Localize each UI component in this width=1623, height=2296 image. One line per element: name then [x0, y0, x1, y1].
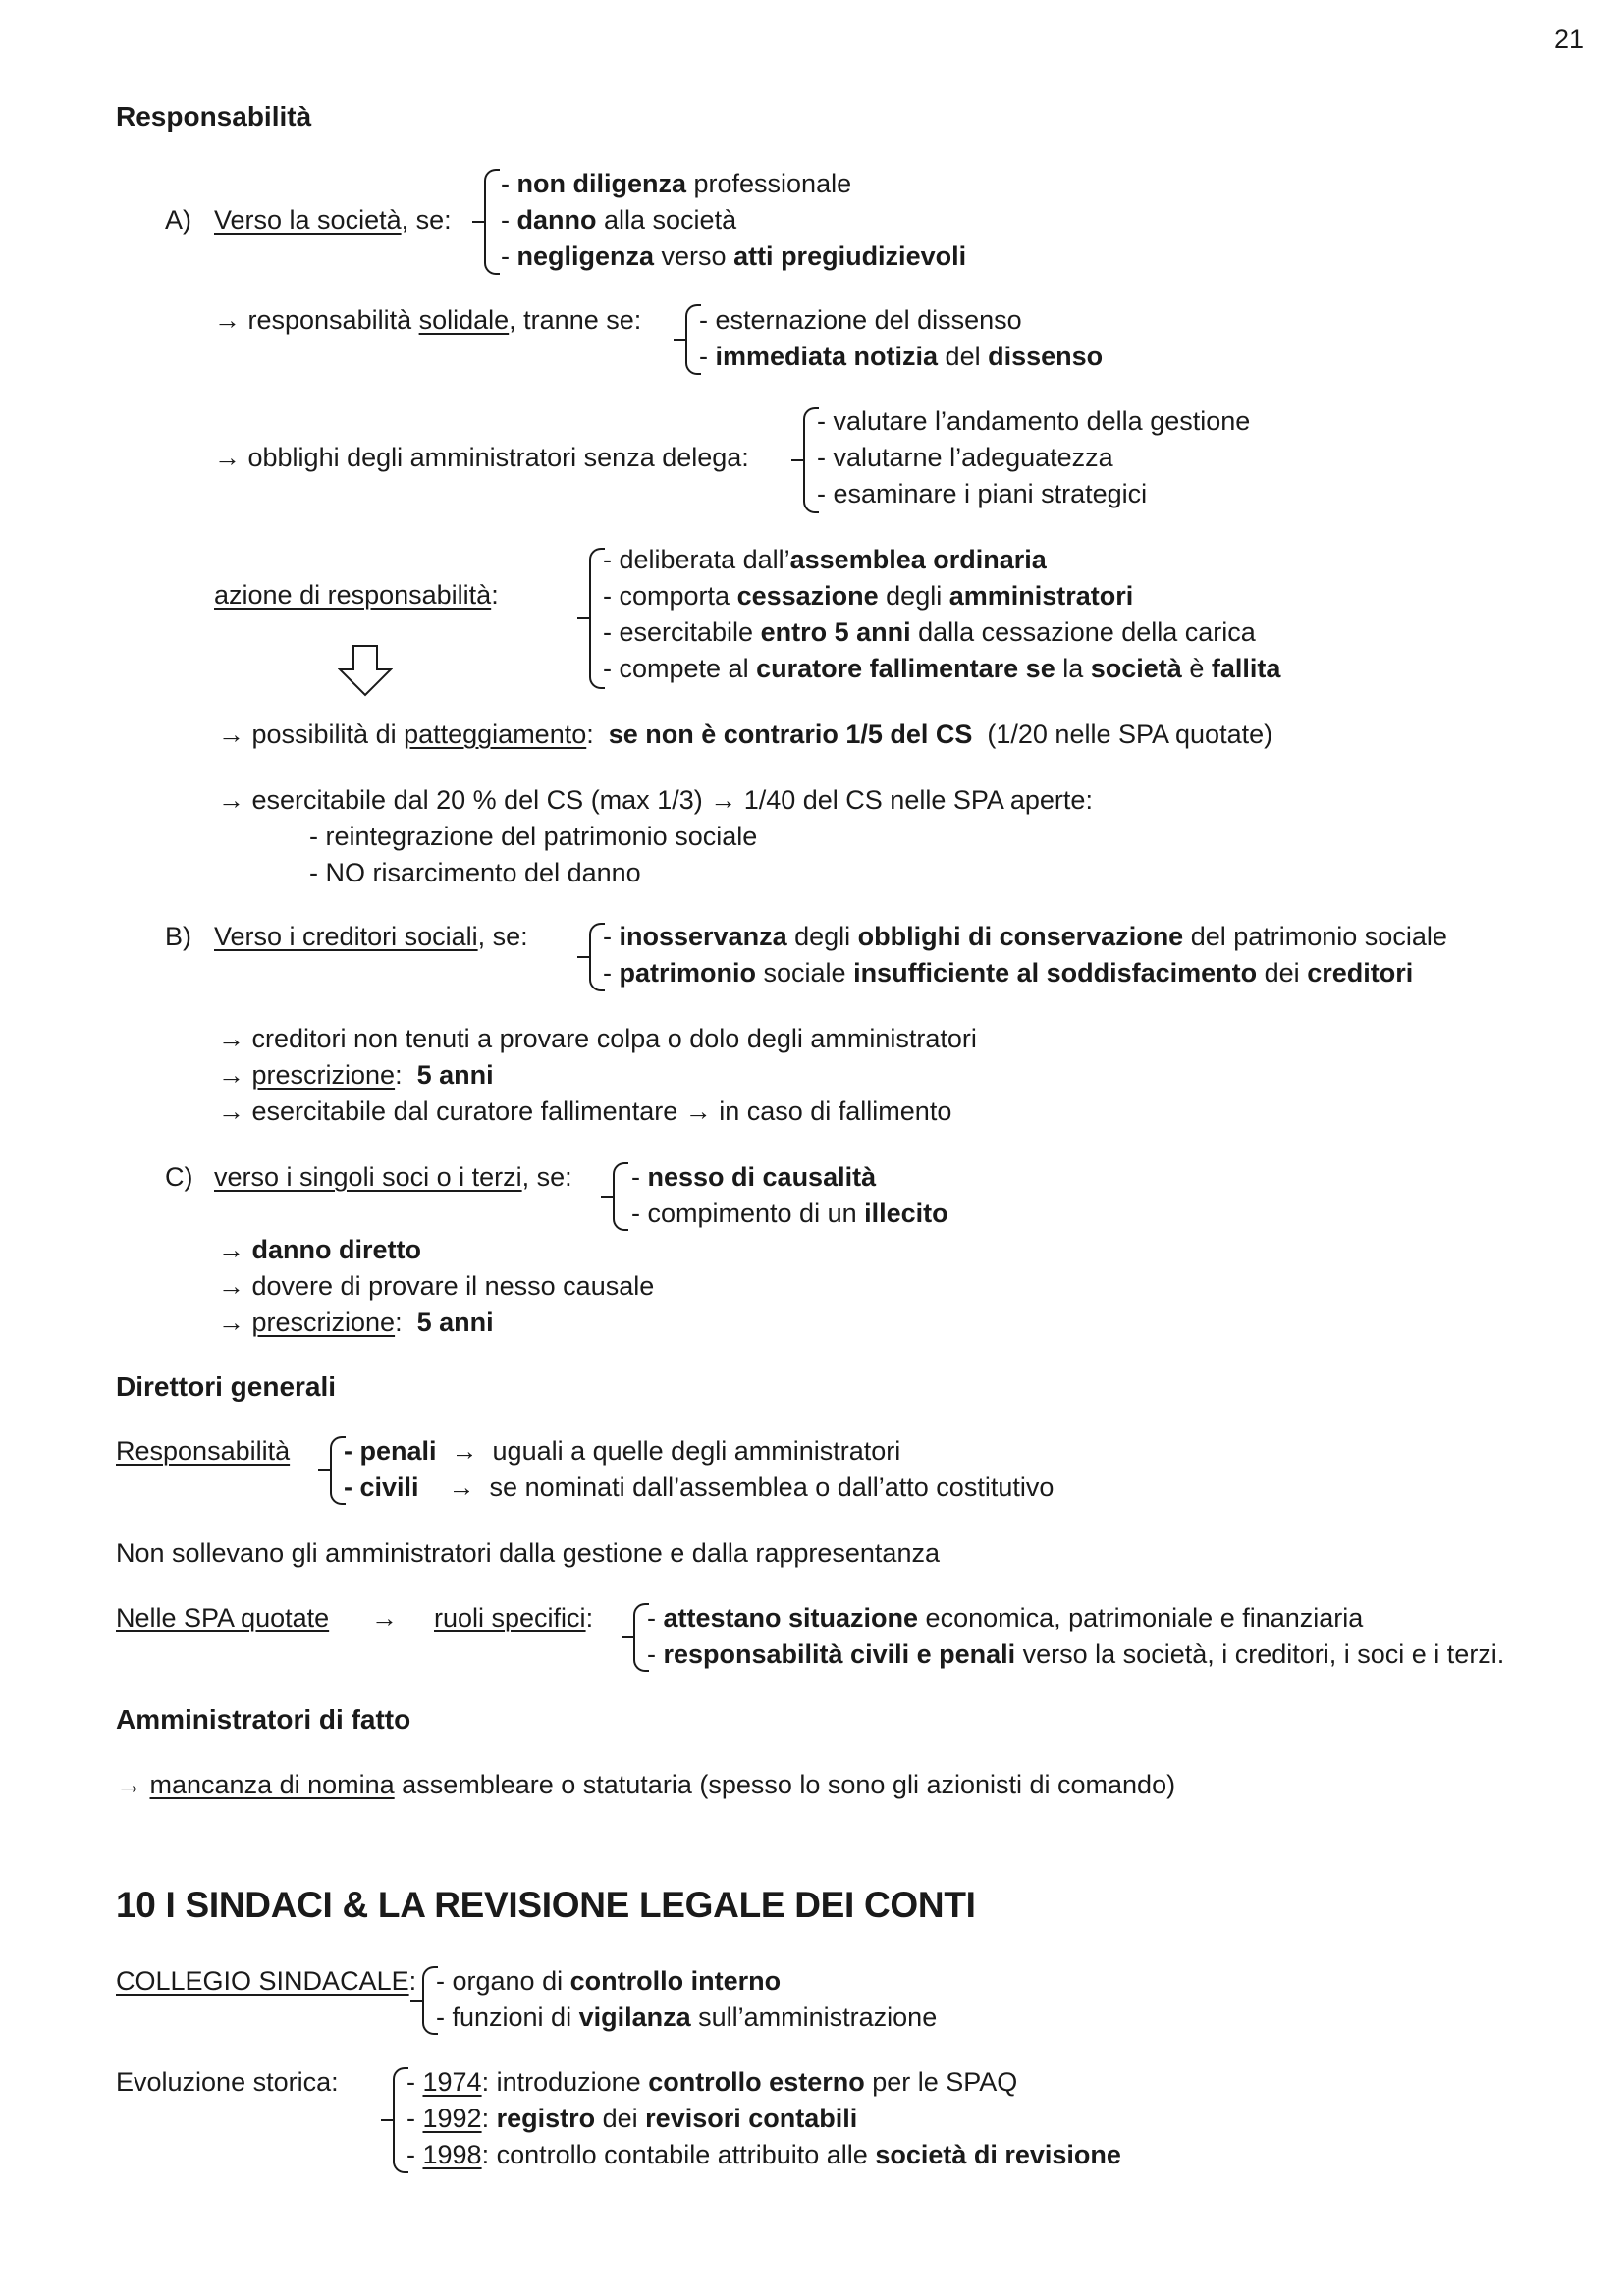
obblighi-item-1: - valutare l’andamento della gestione [817, 406, 1251, 436]
esercitabile-sub-2: - NO risarcimento del danno [309, 858, 641, 887]
azione-item-1: - deliberata dall’assemblea ordinaria [603, 545, 1047, 574]
solidale-item-2: - immediata notizia del dissenso [699, 342, 1104, 371]
dg-note: Non sollevano gli amministratori dalla gestione e dalla rappresentanza [116, 1538, 940, 1568]
b-item-2: - patrimonio sociale insufficiente al soddisfacimento dei creditori [603, 958, 1414, 988]
solidale-line: → responsabilità solidale, tranne se: [214, 305, 642, 335]
a-item-1: - non diligenza professionale [501, 169, 852, 198]
b-line-2: → prescrizione: 5 anni [218, 1060, 494, 1090]
label-collegio-sindacale: COLLEGIO SINDACALE: [116, 1966, 417, 1996]
arrow-right-icon: → [371, 1603, 398, 1632]
amm-fatto-line: → mancanza di nomina assembleare o statutaria (spesso lo sono gli azionisti di comando) [116, 1770, 1176, 1799]
evo-item-3: - 1998: controllo contabile attribuito alle società di revisione [406, 2140, 1121, 2169]
c-item-1: - nesso di causalità [631, 1162, 877, 1192]
label-verso-creditori: Verso i creditori sociali, se: [214, 922, 528, 951]
marker-b: B) [165, 922, 191, 951]
solidale-item-1: - esternazione del dissenso [699, 305, 1022, 335]
c-line-2: → dovere di provare il nesso causale [218, 1271, 655, 1301]
brace-c [613, 1162, 628, 1231]
b-line-3: → esercitabile dal curatore fallimentare → in caso di fallimento [218, 1096, 952, 1126]
patteggiamento-line: → possibilità di patteggiamento: se non è contrario 1/5 del CS (1/20 nelle SPA quotate) [218, 720, 1273, 749]
label-evoluzione: Evoluzione storica: [116, 2067, 339, 2097]
c-item-2: - compimento di un illecito [631, 1199, 948, 1228]
marker-c: C) [165, 1162, 193, 1192]
c-line-3: → prescrizione: 5 anni [218, 1308, 494, 1337]
label-responsabilita-dg: Responsabilità [116, 1436, 291, 1466]
page-number: 21 [1554, 25, 1585, 54]
section-title-amm-fatto: Amministratori di fatto [116, 1704, 411, 1735]
label-ruoli-specifici: ruoli specifici: [434, 1603, 594, 1632]
c-line-1: → danno diretto [218, 1235, 421, 1264]
label-verso-societa: Verso la società, se: [214, 205, 452, 235]
ruoli-item-1: - attestano situazione economica, patrimoniale e finanziaria [647, 1603, 1364, 1632]
b-item-1: - inosservanza degli obblighi di conservazione del patrimonio sociale [603, 922, 1447, 951]
a-item-2: - danno alla società [501, 205, 737, 235]
label-spa-quotate: Nelle SPA quotate [116, 1603, 330, 1632]
a-item-3: - negligenza verso atti pregiudizievoli [501, 241, 967, 271]
marker-a: A) [165, 205, 191, 235]
azione-item-3: - esercitabile entro 5 anni dalla cessazione della carica [603, 617, 1256, 647]
esercitabile-sub-1: - reintegrazione del patrimonio sociale [309, 822, 758, 851]
section-title-responsabilita: Responsabilità [116, 101, 312, 132]
azione-item-4: - compete al curatore fallimentare se la società è fallita [603, 654, 1281, 683]
section-title-direttori: Direttori generali [116, 1371, 337, 1402]
b-line-1: → creditori non tenuti a provare colpa o dolo degli amministratori [218, 1024, 977, 1053]
chapter-title: 10 I SINDACI & LA REVISIONE LEGALE DEI CONTI [116, 1885, 976, 1925]
collegio-item-1: - organo di controllo interno [436, 1966, 782, 1996]
down-arrow-icon [338, 644, 393, 697]
ruoli-item-2: - responsabilità civili e penali verso la società, i creditori, i soci e i terzi. [647, 1639, 1505, 1669]
evo-item-2: - 1992: registro dei revisori contabili [406, 2104, 858, 2133]
brace-a [484, 169, 500, 275]
obblighi-line: → obblighi degli amministratori senza delega: [214, 443, 749, 472]
azione-item-2: - comporta cessazione degli amministratori [603, 581, 1134, 611]
label-verso-soci: verso i singoli soci o i terzi, se: [214, 1162, 572, 1192]
esercitabile-line: → esercitabile dal 20 % del CS (max 1/3) → 1/40 del CS nelle SPA aperte: [218, 785, 1093, 815]
label-azione-responsabilita: azione di responsabilità: [214, 580, 499, 610]
obblighi-item-3: - esaminare i piani strategici [817, 479, 1148, 508]
evo-item-1: - 1974: introduzione controllo esterno per le SPAQ [406, 2067, 1018, 2097]
dg-penali: - penali → uguali a quelle degli amministratori [344, 1436, 901, 1466]
dg-civili: - civili → se nominati dall’assemblea o dall’atto costitutivo [344, 1472, 1055, 1502]
obblighi-item-2: - valutarne l’adeguatezza [817, 443, 1113, 472]
collegio-item-2: - funzioni di vigilanza sull’amministrazione [436, 2002, 938, 2032]
